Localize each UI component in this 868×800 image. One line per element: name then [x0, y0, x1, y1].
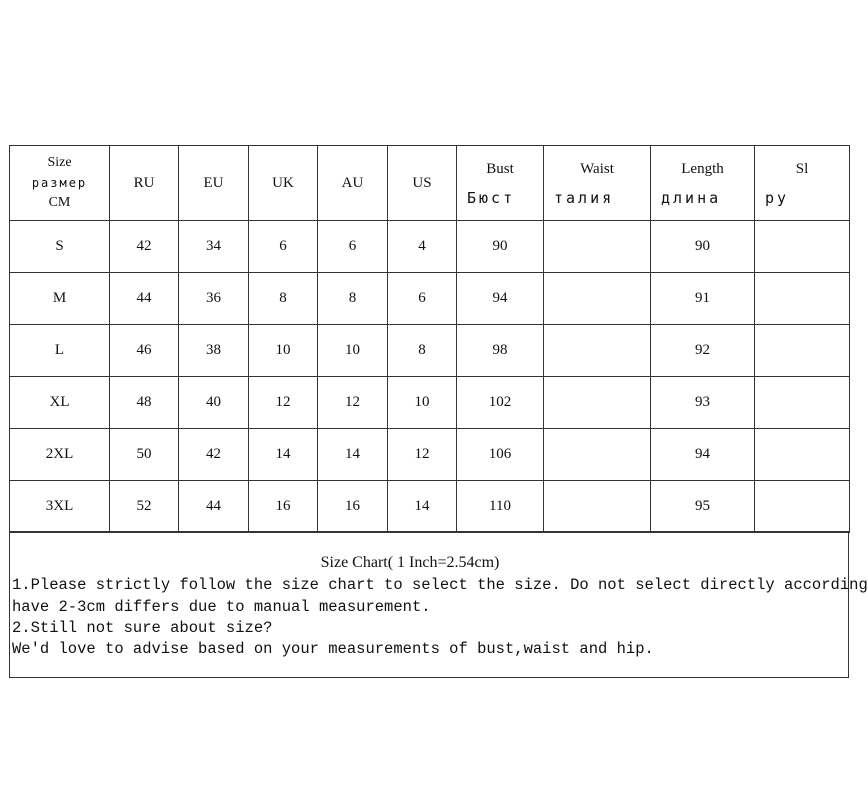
cell-size: S [10, 221, 110, 273]
table-row [10, 325, 850, 377]
table-row [10, 221, 850, 273]
cell-au: 6 [318, 221, 388, 273]
cell-sleeve [755, 221, 850, 273]
cell-ru: 48 [110, 377, 179, 429]
cell-us: 14 [388, 481, 457, 533]
cell-length: 92 [651, 325, 755, 377]
header-waist [544, 146, 651, 221]
cell-bust: 102 [457, 377, 544, 429]
cell-ru: 46 [110, 325, 179, 377]
cell-us: 4 [388, 221, 457, 273]
cell-bust: 106 [457, 429, 544, 481]
cell-sleeve [755, 377, 850, 429]
cell-length: 95 [651, 481, 755, 533]
cell-us: 10 [388, 377, 457, 429]
cell-length: 90 [651, 221, 755, 273]
header-bust [457, 146, 544, 221]
header-length-en: Length [681, 161, 724, 177]
note-line-1: 1.Please strictly follow the size chart to select the size. Do not select directly according [12, 576, 868, 594]
cell-eu: 44 [179, 481, 249, 533]
header-bust-en: Bust [486, 161, 514, 177]
cell-uk: 10 [249, 325, 318, 377]
table-row [10, 273, 850, 325]
cell-au: 14 [318, 429, 388, 481]
cell-eu: 38 [179, 325, 249, 377]
header-eu: EU [179, 146, 249, 221]
cell-au: 10 [318, 325, 388, 377]
cell-waist [544, 221, 651, 273]
header-uk: UK [249, 146, 318, 221]
cell-ru: 52 [110, 481, 179, 533]
cell-sleeve [755, 481, 850, 533]
cell-eu: 34 [179, 221, 249, 273]
header-sleeve-ru: ру [765, 189, 790, 207]
cell-eu: 40 [179, 377, 249, 429]
cell-size: 2XL [10, 429, 110, 481]
cell-uk: 8 [249, 273, 318, 325]
cell-bust: 110 [457, 481, 544, 533]
header-sleeve [755, 146, 850, 221]
header-row [10, 146, 850, 221]
cell-length: 94 [651, 429, 755, 481]
header-waist-en: Waist [580, 161, 614, 177]
cell-us: 12 [388, 429, 457, 481]
cell-size: 3XL [10, 481, 110, 533]
cell-us: 6 [388, 273, 457, 325]
cell-uk: 16 [249, 481, 318, 533]
header-bust-ru: Бюст [467, 189, 516, 207]
header-size [10, 146, 110, 221]
table-row [10, 481, 850, 533]
cell-ru: 44 [110, 273, 179, 325]
header-length [651, 146, 755, 221]
note-line-2: have 2-3cm differs due to manual measurement. [12, 598, 431, 616]
cell-waist [544, 377, 651, 429]
header-au: AU [318, 146, 388, 221]
cell-ru: 42 [110, 221, 179, 273]
cell-au: 12 [318, 377, 388, 429]
header-ru: RU [110, 146, 179, 221]
table-row [10, 429, 850, 481]
cell-uk: 12 [249, 377, 318, 429]
cell-bust: 90 [457, 221, 544, 273]
cell-size: XL [10, 377, 110, 429]
cell-au: 16 [318, 481, 388, 533]
header-waist-ru: талия [554, 189, 615, 207]
table-row [10, 377, 850, 429]
header-us: US [388, 146, 457, 221]
cell-size: L [10, 325, 110, 377]
size-chart-title: Size Chart( 1 Inch=2.54cm) [320, 554, 500, 571]
note-line-4: We'd love to advise based on your measurements of bust,waist and hip. [12, 640, 654, 658]
cell-sleeve [755, 273, 850, 325]
cell-bust: 98 [457, 325, 544, 377]
cell-waist [544, 273, 651, 325]
cell-sleeve [755, 429, 850, 481]
cell-size: M [10, 273, 110, 325]
cell-au: 8 [318, 273, 388, 325]
cell-uk: 14 [249, 429, 318, 481]
header-length-ru: длина [661, 189, 722, 207]
cell-length: 91 [651, 273, 755, 325]
note-line-3: 2.Still not sure about size? [12, 619, 273, 637]
size-table [9, 145, 850, 533]
cell-eu: 36 [179, 273, 249, 325]
header-size-cm: CM [48, 195, 71, 210]
notes-box [9, 531, 868, 678]
cell-us: 8 [388, 325, 457, 377]
cell-waist [544, 429, 651, 481]
cell-length: 93 [651, 377, 755, 429]
header-size-ru: размер [31, 176, 88, 190]
header-sleeve-en: Sl [795, 161, 809, 177]
cell-eu: 42 [179, 429, 249, 481]
cell-bust: 94 [457, 273, 544, 325]
header-size-en: Size [47, 155, 72, 170]
cell-waist [544, 481, 651, 533]
cell-waist [544, 325, 651, 377]
cell-sleeve [755, 325, 850, 377]
cell-uk: 6 [249, 221, 318, 273]
cell-ru: 50 [110, 429, 179, 481]
